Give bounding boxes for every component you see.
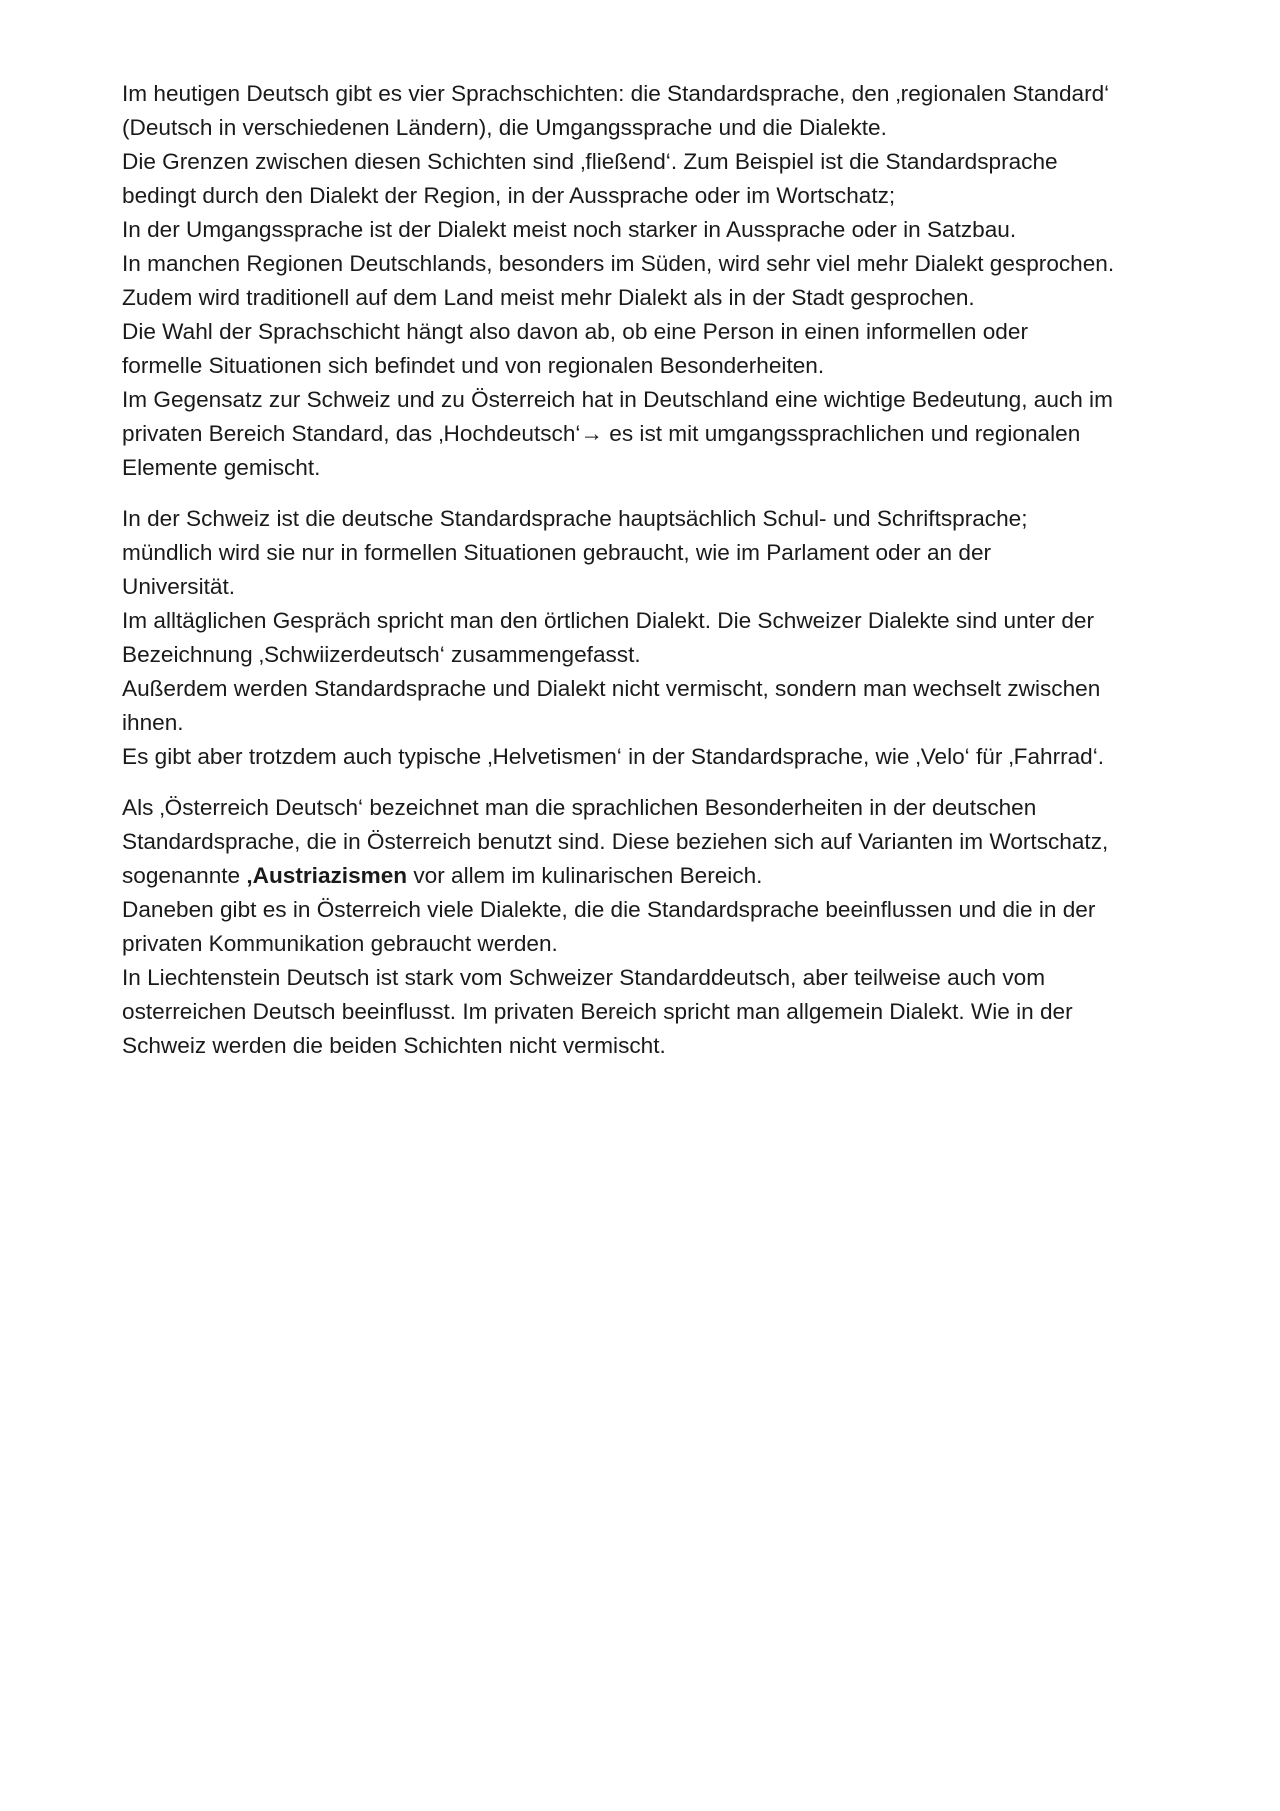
text-line: (Deutsch in verschiedenen Ländern), die Umgangssprache und die Dialekte. [122,115,887,140]
text-line-with-bold [122,859,1182,893]
paragraph-spacer [122,485,1182,502]
text-line: privaten Kommunikation gebraucht werden. [122,931,558,956]
text-line: ihnen. [122,710,184,735]
text-segment: sogenannte [122,863,247,888]
text-line: Elemente gemischt. [122,455,321,480]
text-line: In manchen Regionen Deutschlands, besonders im Süden, wird sehr viel mehr Dialekt gesprochen. [122,251,1115,276]
text-line: bedingt durch den Dialekt der Region, in der Aussprache oder im Wortschatz; [122,183,896,208]
paragraph-spacer [122,774,1182,791]
text-line: Schweiz werden die beiden Schichten nicht vermischt. [122,1033,666,1058]
text-line: Im heutigen Deutsch gibt es vier Sprachschichten: die Standardsprache, den ‚regionalen Standard‘ [122,81,1110,106]
text-line: In Liechtenstein Deutsch ist stark vom Schweizer Standarddeutsch, aber teilweise auch vom [122,965,1046,990]
text-line: In der Schweiz ist die deutsche Standardsprache hauptsächlich Schul- und Schriftsprache; [122,506,1028,531]
text-line: Als ‚Österreich Deutsch‘ bezeichnet man die sprachlichen Besonderheiten in der deutschen [122,795,1037,820]
text-line: Die Grenzen zwischen diesen Schichten sind ‚fließend‘. Zum Beispiel ist die Standardsprache [122,149,1058,174]
paragraph-sprachschichten [122,77,1182,485]
text-line: Die Wahl der Sprachschicht hängt also davon ab, ob eine Person in einen informellen oder [122,319,1028,344]
text-line: Im alltäglichen Gespräch spricht man den örtlichen Dialekt. Die Schweizer Dialekte sind unter der [122,608,1094,633]
text-line: Außerdem werden Standardsprache und Dialekt nicht vermischt, sondern man wechselt zwischen [122,676,1101,701]
text-line: Universität. [122,574,236,599]
text-segment: vor allem im kulinarischen Bereich. [407,863,763,888]
bold-term-austriazismen: ‚Austriazismen [246,863,408,888]
text-line: Zudem wird traditionell auf dem Land meist mehr Dialekt als in der Stadt gesprochen. [122,285,975,310]
paragraph-schweiz [122,502,1182,774]
paragraph-oesterreich [122,791,1182,1063]
text-line: Standardsprache, die in Österreich benutzt sind. Diese beziehen sich auf Varianten im Wortschatz, [122,829,1109,854]
text-line: mündlich wird sie nur in formellen Situationen gebraucht, wie im Parlament oder an der [122,540,992,565]
text-line: In der Umgangssprache ist der Dialekt meist noch starker in Aussprache oder in Satzbau. [122,217,1017,242]
text-line: Daneben gibt es in Österreich viele Dialekte, die die Standardsprache beeinflussen und die in der [122,897,1096,922]
text-line: Im Gegensatz zur Schweiz und zu Österreich hat in Deutschland eine wichtige Bedeutung, auch im [122,387,1113,412]
text-line: Es gibt aber trotzdem auch typische ‚Helvetismen‘ in der Standardsprache, wie ‚Velo‘ für ‚Fahrrad‘. [122,744,1105,769]
text-line: formelle Situationen sich befindet und von regionalen Besonderheiten. [122,353,825,378]
text-line: privaten Bereich Standard, das ‚Hochdeutsch‘→ es ist mit umgangssprachlichen und regionalen [122,421,1081,446]
text-line: osterreichen Deutsch beeinflusst. Im privaten Bereich spricht man allgemein Dialekt. Wie in der [122,999,1073,1024]
document-body [122,77,1182,1063]
text-line: Bezeichnung ‚Schwiizerdeutsch‘ zusammengefasst. [122,642,641,667]
